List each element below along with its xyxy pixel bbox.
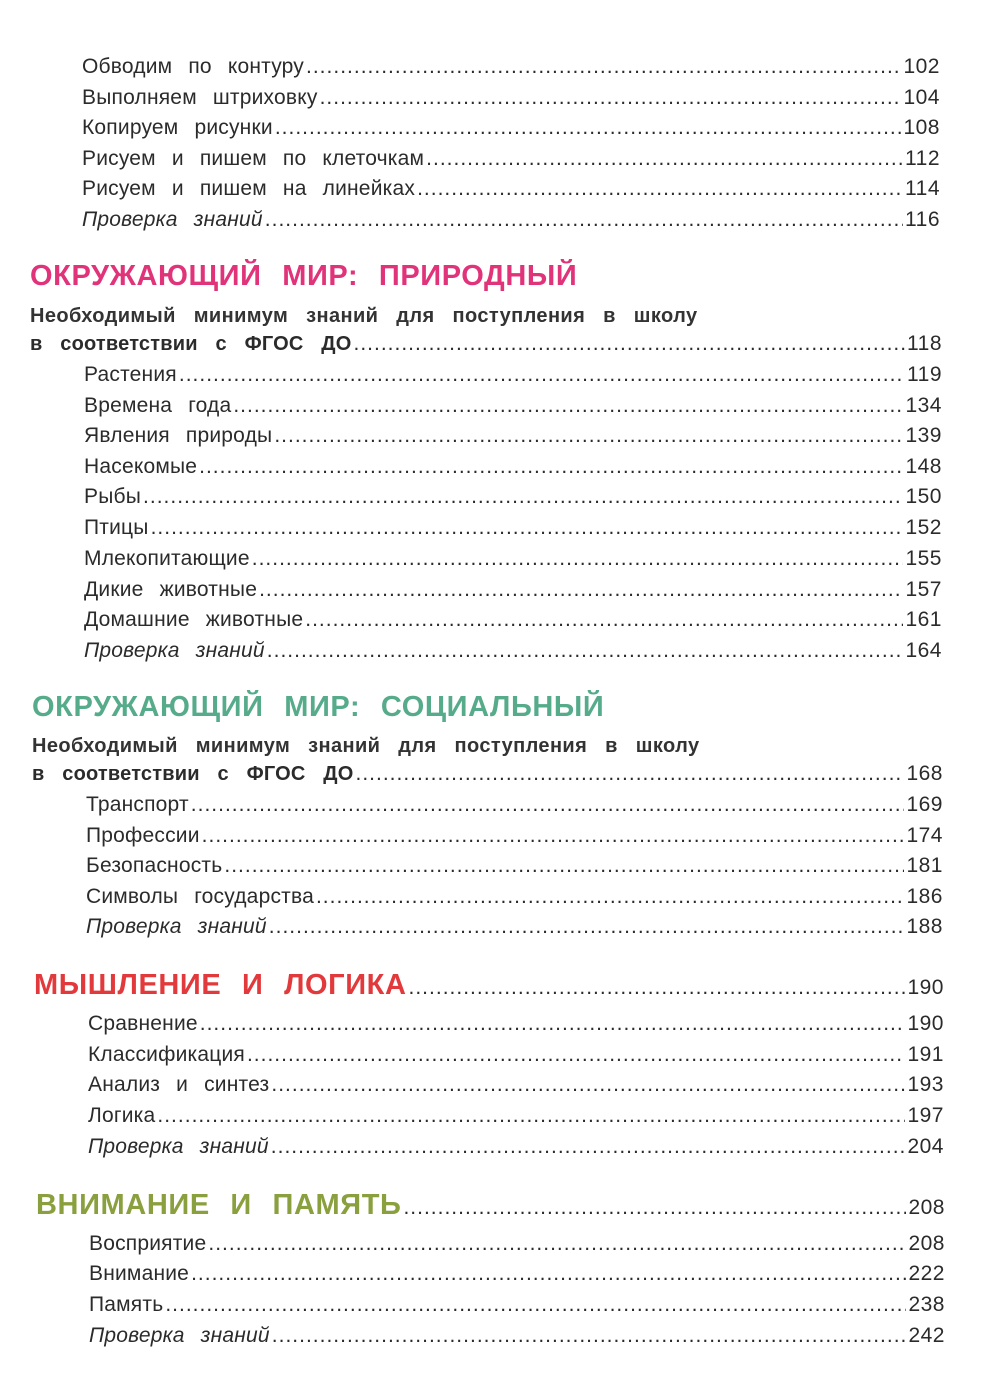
toc-entry-label: Рисуем и пишем по клеточкам [82,147,425,170]
toc-entry-label: Символы государства [86,885,314,908]
toc-entry-page: 102 [903,55,940,78]
toc-entry[interactable] [86,882,943,912]
toc-entry[interactable] [88,1070,944,1100]
leader-dots [252,544,904,574]
leader-dots [179,360,905,390]
toc-entry-page: 119 [907,363,942,386]
toc-entry-page: 242 [908,1324,945,1347]
toc-entry-label: Транспорт [86,793,189,816]
leader-dots [274,421,903,451]
toc-entry-page: 152 [905,516,942,539]
leader-dots [306,52,901,82]
toc-entry-page: 114 [905,177,940,200]
section-title-memory[interactable] [36,1187,945,1223]
toc-entry[interactable] [84,421,942,451]
toc-entry-label: Анализ и синтез [88,1073,270,1096]
section-title-social[interactable]: ОКРУЖАЮЩИЙ МИР: СОЦИАЛЬНЫЙ [32,691,605,723]
toc-entry-page: 186 [906,885,943,908]
leader-dots [305,605,903,635]
toc-entry-label: Птицы [84,516,149,539]
toc-entry-label: Дикие животные [84,578,258,601]
toc-entry-knowledge-check[interactable] [88,1132,944,1162]
toc-entry-page: 190 [907,1012,944,1035]
leader-dots [316,882,904,912]
toc-entry[interactable] [89,1290,945,1320]
toc-entry-label: Рисуем и пишем на линейках [82,177,416,200]
toc-entry-page: 155 [905,547,942,570]
leader-dots [272,1321,907,1351]
leader-dots [247,1040,905,1070]
toc-entry-page: 197 [907,1104,944,1127]
leader-dots [353,329,905,359]
toc-entry-knowledge-check[interactable] [84,636,942,666]
section-intro-line: Необходимый минимум знаний для поступления в школу [30,305,698,327]
toc-entry-page: 104 [903,86,940,109]
leader-dots [224,851,904,881]
toc-entry-page: 169 [906,793,943,816]
toc-entry-knowledge-check[interactable] [89,1321,945,1351]
leader-dots [417,174,903,204]
toc-entry-page: 134 [905,394,942,417]
toc-entry[interactable] [84,544,942,574]
toc-entry-label: Логика [88,1104,156,1127]
toc-entry-page: 208 [908,1196,945,1219]
toc-entry[interactable] [86,790,943,820]
toc-entry-page: 208 [908,1232,945,1255]
toc-entry[interactable] [84,452,942,482]
toc-entry-label: Копируем рисунки [82,116,273,139]
toc-entry-label: Восприятие [89,1232,207,1255]
toc-entry-label: Рыбы [84,485,142,508]
leader-dots [403,1190,906,1226]
toc-entry-label: Проверка знаний [82,208,263,231]
toc-entry-page: 164 [905,639,942,662]
toc-entry[interactable] [82,144,940,174]
toc-entry-label: Явления природы [84,424,273,447]
toc-entry[interactable] [84,391,942,421]
toc-entry-page: 222 [908,1262,945,1285]
toc-entry-page: 190 [907,976,944,999]
leader-dots [320,83,902,113]
toc-entry-knowledge-check[interactable] [82,205,940,235]
toc-entry[interactable] [84,482,942,512]
leader-dots [233,391,903,421]
leader-dots [269,912,905,942]
leader-dots [271,1132,906,1162]
toc-entry[interactable] [86,851,943,881]
leader-dots [202,821,905,851]
toc-entry-intro[interactable] [32,759,943,789]
leader-dots [259,575,903,605]
toc-entry-page: 150 [905,485,942,508]
section-intro-line: Необходимый минимум знаний для поступления в школу [32,735,700,757]
leader-dots [208,1229,906,1259]
toc-entry-label: Проверка знаний [86,915,267,938]
toc-entry-page: 204 [907,1135,944,1158]
toc-entry-label: Обводим по контуру [82,55,305,78]
toc-entry-page: 112 [905,147,940,170]
toc-entry-label: Млекопитающие [84,547,250,570]
toc-entry-page: 116 [905,208,940,231]
toc-entry[interactable] [84,575,942,605]
toc-entry-page: 174 [906,824,943,847]
leader-dots [267,636,904,666]
toc-entry-page: 168 [906,762,943,785]
leader-dots [143,482,903,512]
leader-dots [409,970,906,1006]
section-title-nature[interactable]: ОКРУЖАЮЩИЙ МИР: ПРИРОДНЫЙ [30,260,578,292]
toc-entry[interactable] [88,1101,944,1131]
leader-dots [265,205,903,235]
leader-dots [157,1101,905,1131]
leader-dots [426,144,903,174]
section-title-text: ВНИМАНИЕ И ПАМЯТЬ [36,1189,402,1221]
toc-entry-label: Внимание [89,1262,190,1285]
toc-entry-label: Сравнение [88,1012,198,1035]
leader-dots [191,790,905,820]
toc-entry[interactable] [82,174,940,204]
toc-entry-page: 139 [905,424,942,447]
toc-entry-label: Проверка знаний [84,639,265,662]
toc-entry-page: 148 [905,455,942,478]
toc-entry-label: Память [89,1293,164,1316]
toc-entry-label: в соответствии с ФГОС ДО [32,763,354,785]
toc-entry[interactable] [89,1259,945,1289]
leader-dots [151,513,904,543]
toc-entry-label: Профессии [86,824,200,847]
toc-entry-intro[interactable] [30,329,942,359]
toc-entry[interactable] [88,1040,944,1070]
toc-entry[interactable] [88,1009,944,1039]
toc-entry-page: 118 [907,332,942,355]
toc-entry-page: 108 [903,116,940,139]
section-title-text: МЫШЛЕНИЕ И ЛОГИКА [34,969,407,1001]
toc-entry[interactable] [84,605,942,635]
leader-dots [199,452,903,482]
toc-entry-label: Классификация [88,1043,245,1066]
toc-entry[interactable] [84,360,942,390]
toc-entry[interactable] [84,513,942,543]
toc-entry-page: 157 [905,578,942,601]
toc-entry-label: Растения [84,363,177,386]
toc-entry[interactable] [82,113,940,143]
toc-entry[interactable] [86,821,943,851]
section-title-logic[interactable] [34,967,944,1003]
leader-dots [165,1290,906,1320]
toc-entry-label: Выполняем штриховку [82,86,318,109]
toc-entry-label: Насекомые [84,455,198,478]
leader-dots [275,113,902,143]
leader-dots [200,1009,906,1039]
toc-entry-page: 161 [905,608,942,631]
toc-entry-page: 238 [908,1293,945,1316]
toc-entry-page: 181 [906,854,943,877]
toc-entry-label: Домашние животные [84,608,304,631]
toc-entry-label: Безопасность [86,854,223,877]
toc-entry-page: 188 [906,915,943,938]
toc-entry-label: Проверка знаний [88,1135,269,1158]
toc-entry-label: в соответствии с ФГОС ДО [30,333,352,355]
toc-entry-page: 191 [907,1043,944,1066]
toc-entry-label: Проверка знаний [89,1324,270,1347]
toc-entry[interactable] [89,1229,945,1259]
toc-entry[interactable] [82,52,940,82]
leader-dots [271,1070,905,1100]
leader-dots [191,1259,906,1289]
toc-entry[interactable] [82,83,940,113]
toc-entry-page: 193 [907,1073,944,1096]
leader-dots [355,759,904,789]
toc-entry-label: Времена года [84,394,232,417]
toc-entry-knowledge-check[interactable] [86,912,943,942]
